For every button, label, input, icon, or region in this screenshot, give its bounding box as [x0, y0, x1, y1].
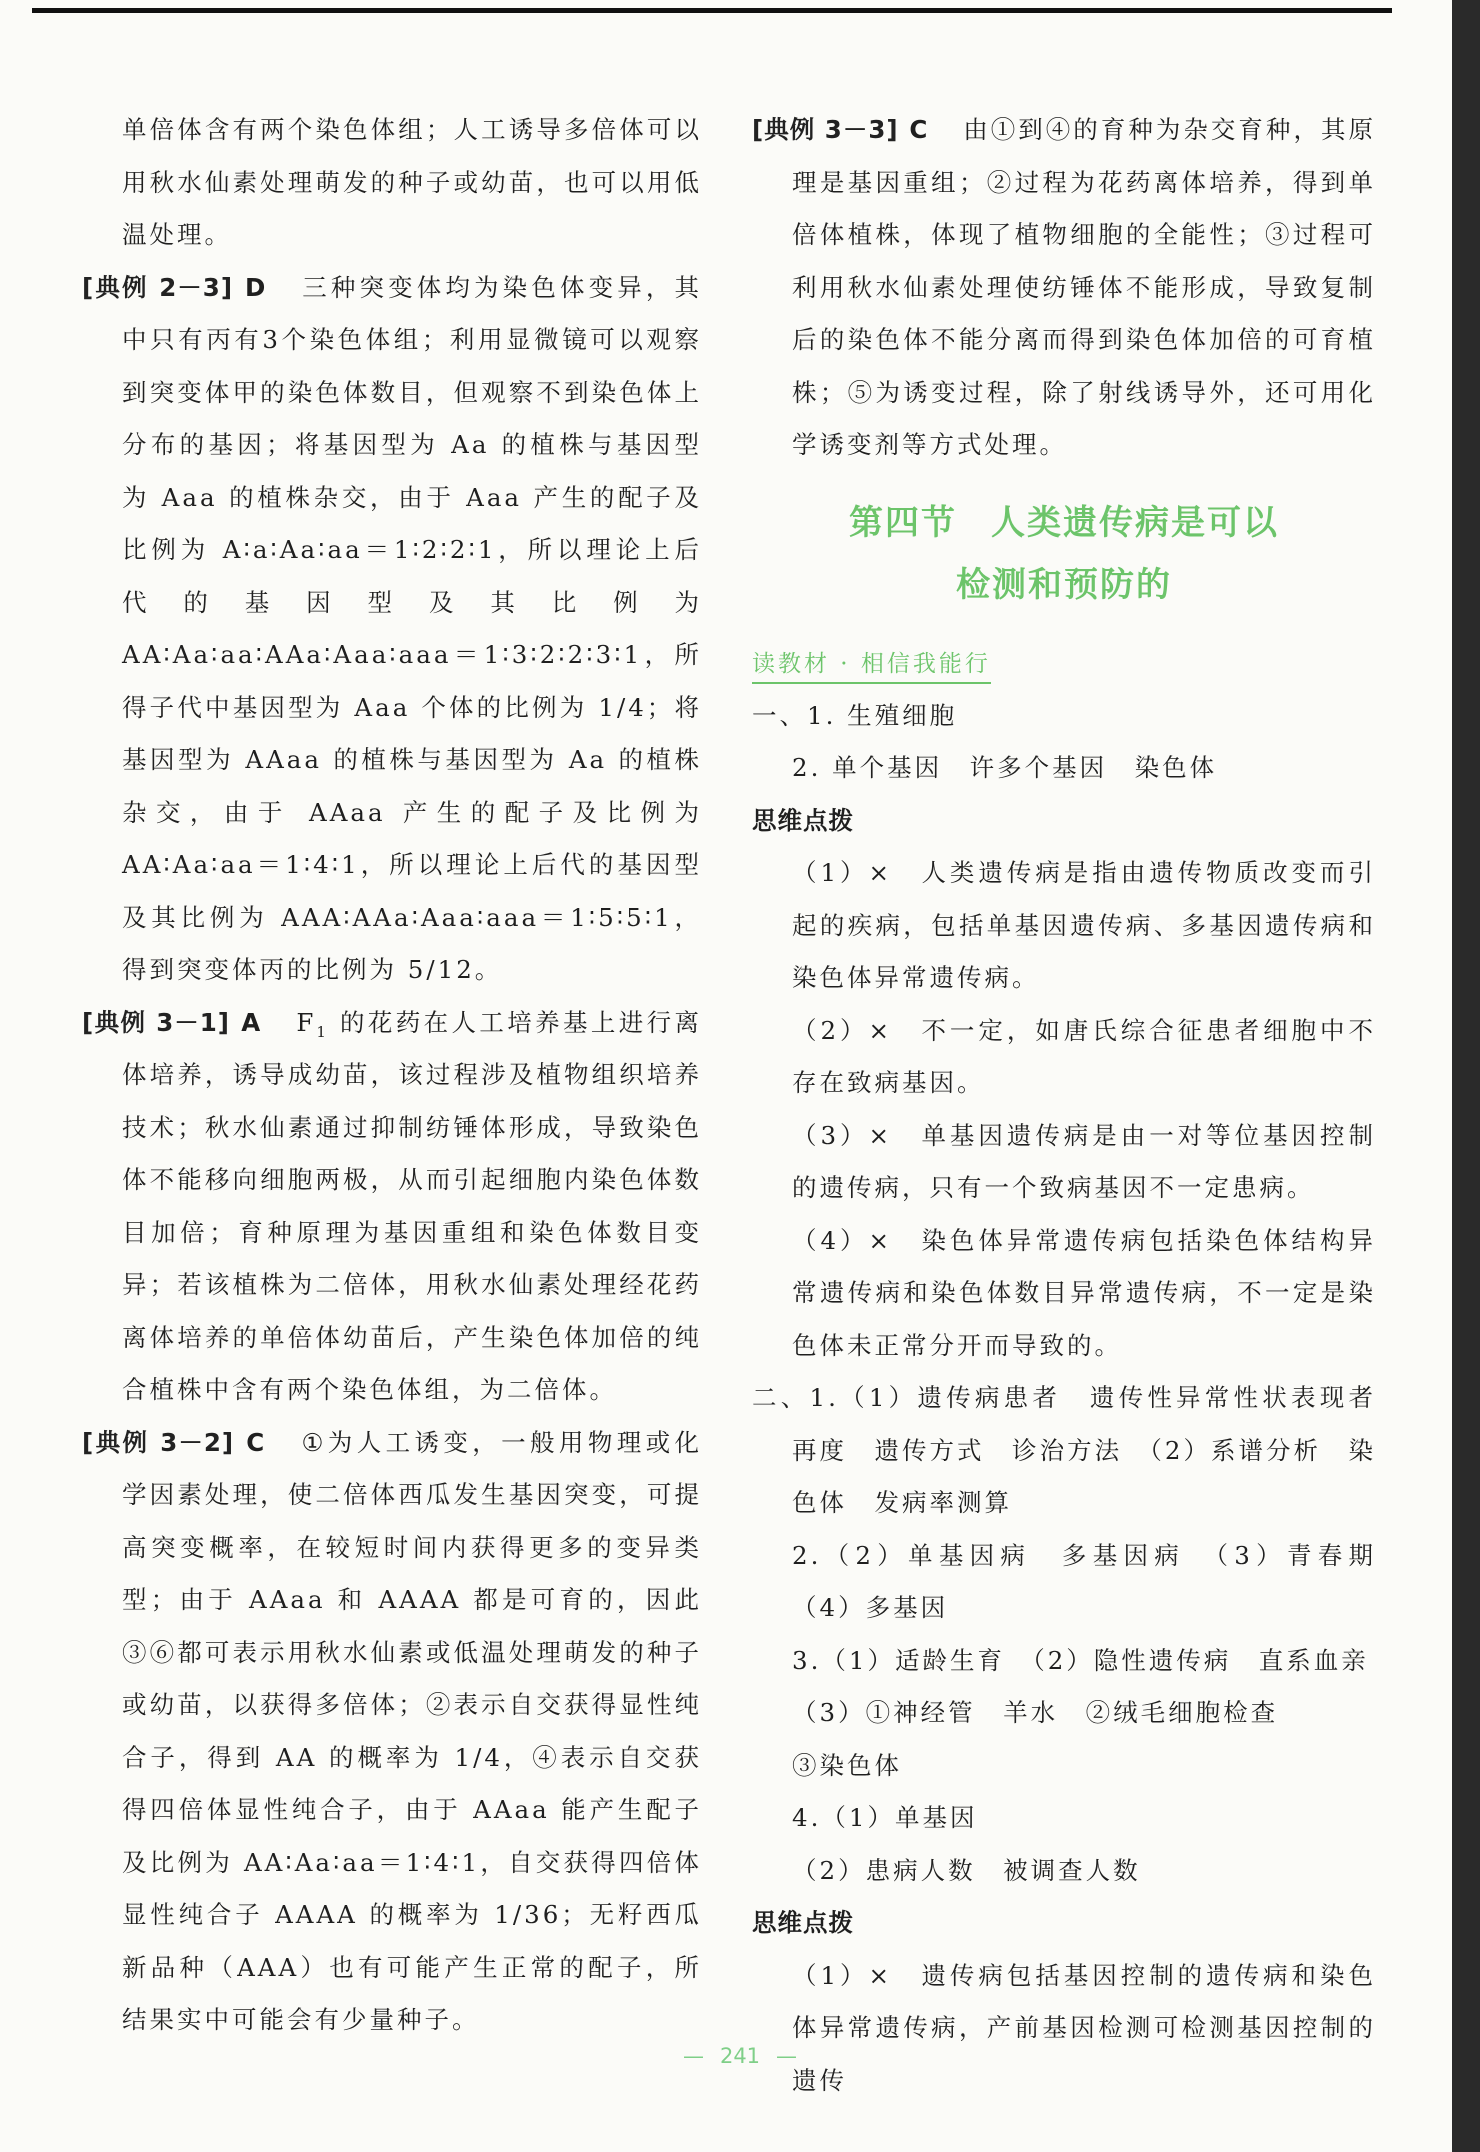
think-heading-2: 思维点拨	[752, 1908, 854, 1937]
right-column	[752, 104, 1404, 2107]
section-title-line-2: 检测和预防的	[956, 564, 1172, 605]
subsection-heading: 读教材 · 相信我能行	[752, 646, 991, 684]
page-number-dash-right: —	[776, 2044, 798, 2068]
example-tag: [典例 3－3]	[752, 115, 899, 144]
part2-line-1: 二、1.（1）遗传病患者 遗传性异常性状表现者 再度 遗传方式 诊治方法 （2）系谱分析 染色体 发病率测算	[752, 1383, 1404, 1517]
page-number-dash-left: —	[682, 2044, 704, 2068]
left-column	[82, 104, 702, 2047]
section-title-line-1	[752, 492, 1376, 554]
think-item-1: （1）× 人类遗传病是指由遗传物质改变而引起的疾病，包括单基因遗传病、多基因遗传病和染色体异常遗传病。	[792, 858, 1376, 992]
think-item-2: （2）× 不一定，如唐氏综合征患者细胞中不存在致病基因。	[792, 1015, 1376, 1097]
part1-line-2: 2. 单个基因 许多个基因 染色体	[792, 753, 1218, 782]
example-answer: C	[246, 1427, 268, 1457]
f1-subscript: 1	[316, 1022, 329, 1041]
page-number	[0, 2044, 1480, 2068]
paragraph-continuation: 单倍体含有两个染色体组；人工诱导多倍体可以用秋水仙素处理萌发的种子或幼苗，也可以用低温处理。	[122, 115, 702, 249]
think-heading-1: 思维点拨	[752, 805, 854, 835]
part2-line-7: （2）患病人数 被调查人数	[792, 1855, 1141, 1885]
example-text: 三种突变体均为染色体变异，其中只有丙有3个染色体组；利用显微镜可以观察到突变体甲的染色体数目，但观察不到染色体上分布的基因；将基因型为 Aa 的植株与基因型为 Aaa 的植株杂交，由于 Aaa 产生的配子及比例为 A∶a∶Aa∶aa＝1∶2∶2∶1，所以理论上后代的基因型及其比例为 AA∶Aa∶aa∶AAa∶Aaa∶aaa＝1∶3∶2∶2∶3∶1，所得子代中基因型为 Aaa 个体的比例为 1/4；将基因型为 AAaa 的植株与基因型为 Aa 的植株杂交，由于 AAaa 产生的配子及比例为 AA∶Aa∶aa＝1∶4∶1，所以理论上后代的基因型及其比例为 AAA∶AAa∶Aaa∶aaa＝1∶5∶5∶1，得到突变体丙的比例为 5/12。	[122, 272, 702, 984]
think-item-4: （4）× 染色体异常遗传病包括染色体结构异常遗传病和染色体数目异常遗传病，不一定是染色体未正常分开而导致的。	[792, 1225, 1376, 1360]
part1-line-1: 一、1. 生殖细胞	[752, 700, 958, 730]
example-text: 的花药在人工培养基上进行离体培养，诱导成幼苗，该过程涉及植物组织培养技术；秋水仙素通过抑制纺锤体形成，导致染色体不能移向细胞两极，从而引起细胞内染色体数目加倍；育种原理为基因重组和染色体数目变异；若该植株为二倍体，用秋水仙素处理经花药离体培养的单倍体幼苗后，产生染色体加倍的纯合植株中含有两个染色体组，为二倍体。	[122, 1007, 703, 1404]
page-edge-shadow	[1452, 0, 1480, 2152]
example-answer: D	[244, 272, 269, 302]
example-text: ①为人工诱变，一般用物理或化学因素处理，使二倍体西瓜发生基因突变，可提高突变概率，在较短时间内获得更多的变异类型；由于 AAaa 和 AAAA 都是可育的，因此③⑥都可表示用秋水仙素或低温处理萌发的种子或幼苗，以获得多倍体；②表示自交获得显性纯合子，得到 AA 的概率为 1/4，④表示自交获得四倍体显性纯合子，由于 AAaa 能产生配子及比例为 AA∶Aa∶aa＝1∶4∶1，自交获得四倍体显性纯合子 AAAA 的概率为 1/36；无籽西瓜新品种（AAA）也有可能产生正常的配子，所结果实中可能会有少量种子。	[122, 1427, 702, 2034]
part2-line-4: （3）①神经管 羊水 ②绒毛细胞检查	[792, 1698, 1279, 1727]
example-3-1	[82, 997, 702, 1417]
example-text: 由①到④的育种为杂交育种，其原理是基因重组；②过程为花药离体培养，得到单倍体植株，体现了植物细胞的全能性；③过程可利用秋水仙素处理使纺锤体不能形成，导致复制后的染色体不能分离而得到染色体加倍的可育植株；⑤为诱变过程，除了射线诱导外，还可用化学诱变剂等方式处理。	[792, 115, 1376, 459]
part2-line-5: ③染色体	[792, 1750, 902, 1780]
think2-item-1: （1）× 遗传病包括基因控制的遗传病和染色体异常遗传病，产前基因检测可检测基因控制的遗传	[792, 1960, 1376, 2095]
section-title-text-1: 人类遗传病是可以	[991, 502, 1279, 543]
part2-line-3: 3.（1）适龄生育 （2）隐性遗传病 直系血亲	[792, 1645, 1369, 1675]
part2-line-2: 2.（2）单基因病 多基因病 （3）青春期 （4）多基因	[792, 1540, 1404, 1622]
page-number-value: 241	[719, 2044, 761, 2068]
f1-symbol: F	[296, 1007, 317, 1037]
section-title	[752, 492, 1376, 616]
example-answer: C	[909, 115, 931, 144]
example-3-3	[752, 104, 1376, 472]
think-item-3: （3）× 单基因遗传病是由一对等位基因控制的遗传病，只有一个致病基因不一定患病。	[792, 1120, 1376, 1202]
section-number: 第四节	[849, 502, 957, 543]
example-tag: [典例 2－3]	[82, 272, 234, 302]
example-3-2	[82, 1417, 702, 2047]
part2-line-6: 4.（1）单基因	[792, 1803, 978, 1832]
example-answer: A	[241, 1007, 264, 1037]
example-2-3	[82, 262, 702, 997]
example-tag: [典例 3－1]	[82, 1007, 231, 1037]
top-rule	[32, 8, 1392, 13]
example-tag: [典例 3－2]	[82, 1427, 235, 1457]
